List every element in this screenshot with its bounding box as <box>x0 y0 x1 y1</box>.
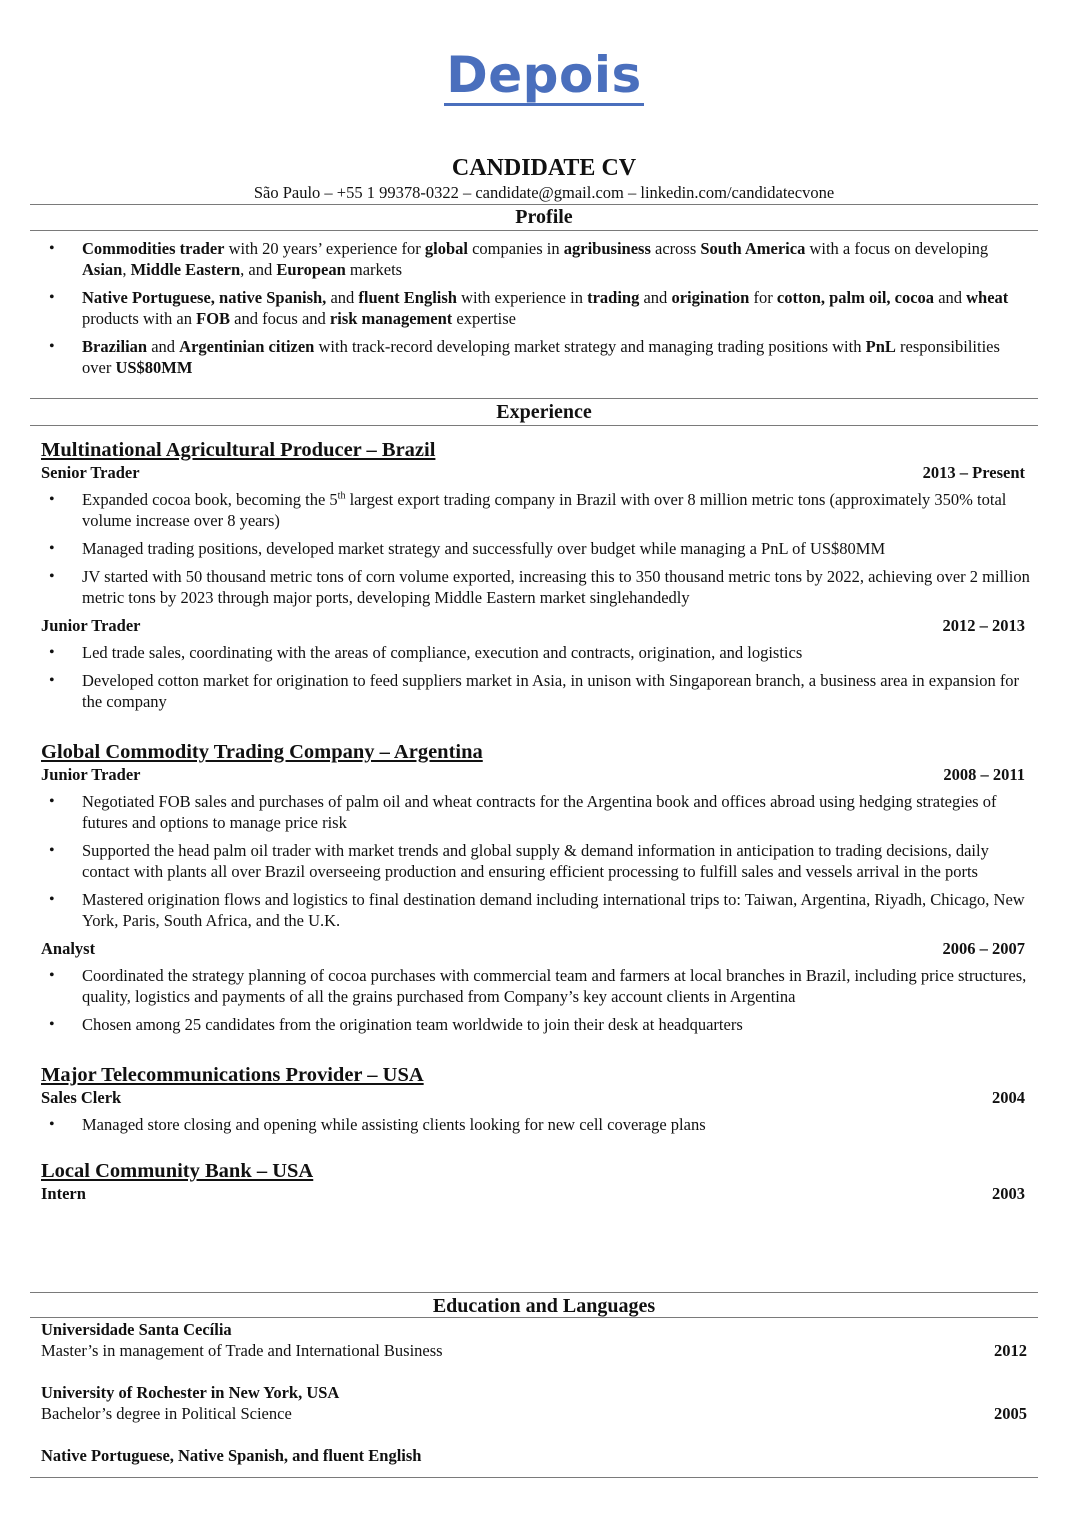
divider <box>30 425 1038 426</box>
divider <box>30 230 1038 231</box>
role-bullet-list <box>41 791 1031 931</box>
list-item <box>41 287 1031 329</box>
list-item <box>41 791 1031 833</box>
role-bullet-list <box>41 965 1031 1035</box>
bullet-icon: • <box>49 967 55 984</box>
role-dates: 2004 <box>992 1088 1025 1107</box>
bullet-text: largest export trading company in Brazil with over 8 million metric tons (approximately 350% total volume increase over 8 years) <box>82 490 1007 530</box>
bullet-text: Led trade sales, coordinating with the areas of compliance, execution and contracts, origination, and logistics <box>82 643 803 662</box>
bullet-icon: • <box>49 289 55 306</box>
bullet-text: , and <box>240 260 277 279</box>
bullet-text: Coordinated the strategy planning of cocoa purchases with commercial team and farmers at local branches in Brazil, including price structures, quality, logistics and payments of all the grains purchased from Company’s key account clients in Argentina <box>82 966 1027 1006</box>
bullet-icon: • <box>49 491 55 508</box>
emphasis-text: cotton, palm oil, cocoa <box>776 288 935 307</box>
role-title: Junior Trader <box>41 616 141 635</box>
role-header <box>41 764 1025 785</box>
list-item <box>41 889 1031 931</box>
candidate-name: CANDIDATE CV <box>451 155 637 181</box>
emphasis-text: global <box>424 239 468 258</box>
bullet-text: Managed trading positions, developed market strategy and successfully over budget while managing a PnL of US$80MM <box>82 539 886 558</box>
profile-section <box>41 238 1031 385</box>
bullet-text: th <box>337 490 346 502</box>
role-header <box>41 615 1025 636</box>
degree: Master’s in management of Trade and International Business <box>41 1341 443 1360</box>
role-bullet-list <box>41 642 1031 712</box>
bullet-text: and <box>147 337 180 356</box>
role-title: Senior Trader <box>41 463 140 482</box>
bullet-text: expertise <box>452 309 516 328</box>
company-name: Global Commodity Trading Company – Argentina <box>41 741 483 763</box>
bullet-text: Managed store closing and opening while assisting clients looking for new cell coverage plans <box>82 1115 706 1134</box>
company-block <box>41 438 1031 712</box>
emphasis-text: Argentinian citizen <box>179 337 315 356</box>
divider <box>30 398 1038 399</box>
emphasis-text: wheat <box>966 288 1009 307</box>
emphasis-text: Commodities trader <box>82 239 225 258</box>
bullet-text: Developed cotton market for origination to feed suppliers market in Asia, in unison with Singaporean branch, a business area in expansion for the company <box>82 671 1020 711</box>
role-bullet-list <box>41 1114 1031 1135</box>
bullet-text: companies in <box>467 239 564 258</box>
bullet-icon: • <box>49 644 55 661</box>
logo-wrapper <box>0 48 1088 106</box>
bullet-text: Chosen among 25 candidates from the origination team worldwide to join their desk at headquarters <box>82 1015 743 1034</box>
section-title-experience: Experience <box>496 401 592 423</box>
emphasis-text: fluent English <box>358 288 457 307</box>
company-name: Major Telecommunications Provider – USA <box>41 1064 424 1086</box>
bullet-text: and <box>326 288 359 307</box>
list-item <box>41 566 1031 608</box>
bullet-text: markets <box>345 260 403 279</box>
bullet-icon: • <box>49 842 55 859</box>
bullet-text: JV started with 50 thousand metric tons of corn volume exported, increasing this to 350 thousand metric tons by 2022, achieving over 2 million metric tons by 2023 through major ports, developing Middle Eastern market singlehandedly <box>82 567 1030 607</box>
experience-section <box>41 438 1031 1204</box>
list-item <box>41 642 1031 663</box>
role-header <box>41 1183 1025 1204</box>
list-item <box>41 840 1031 882</box>
role-dates: 2003 <box>992 1184 1025 1203</box>
graduation-year: 2005 <box>994 1404 1027 1423</box>
bullet-text: and <box>934 288 967 307</box>
education-entry <box>41 1382 1027 1424</box>
bullet-text: Expanded cocoa book, becoming the 5 <box>82 490 338 509</box>
degree: Bachelor’s degree in Political Science <box>41 1404 292 1423</box>
bullet-icon: • <box>49 891 55 908</box>
bullet-text: with experience in <box>456 288 588 307</box>
emphasis-text: Native Portuguese, native Spanish, <box>82 288 327 307</box>
company-block <box>41 740 1031 1035</box>
emphasis-text: origination <box>671 288 750 307</box>
bullet-icon: • <box>49 540 55 557</box>
section-title-education: Education and Languages <box>432 1295 656 1317</box>
bullet-icon: • <box>49 568 55 585</box>
bullet-text: Supported the head palm oil trader with market trends and global supply & demand information in anticipation to trading decisions, daily contact with plants all over Brazil overseeing production and ensuring efficient processing to fulfill sales and vessels arrival in the ports <box>82 841 989 881</box>
bullet-text: across <box>650 239 701 258</box>
role-title: Sales Clerk <box>41 1088 122 1107</box>
bullet-text: with track-record developing market strategy and managing trading positions with <box>314 337 866 356</box>
divider <box>30 1477 1038 1478</box>
divider <box>30 1317 1038 1318</box>
section-title-profile: Profile <box>515 206 573 228</box>
bullet-icon: • <box>49 240 55 257</box>
emphasis-text: trading <box>587 288 640 307</box>
role-title: Analyst <box>41 939 96 958</box>
list-item <box>41 489 1031 531</box>
role-title: Intern <box>41 1184 86 1203</box>
emphasis-text: Brazilian <box>82 337 148 356</box>
bullet-icon: • <box>49 1016 55 1033</box>
bullet-text: with a focus on developing <box>805 239 989 258</box>
list-item <box>41 336 1031 378</box>
emphasis-text: PnL <box>865 337 896 356</box>
emphasis-text: FOB <box>196 309 231 328</box>
role-dates: 2012 – 2013 <box>942 616 1025 635</box>
role-dates: 2006 – 2007 <box>942 939 1025 958</box>
list-item <box>41 538 1031 559</box>
emphasis-text: agribusiness <box>563 239 651 258</box>
emphasis-text: European <box>276 260 346 279</box>
role-dates: 2013 – Present <box>922 463 1025 482</box>
bullet-icon: • <box>49 338 55 355</box>
emphasis-text: risk management <box>329 309 453 328</box>
emphasis-text: US$80MM <box>115 358 193 377</box>
list-item <box>41 1114 1031 1135</box>
bullet-icon: • <box>49 672 55 689</box>
divider <box>30 1292 1038 1293</box>
languages: Native Portuguese, Native Spanish, and fluent English <box>41 1446 422 1465</box>
contact-line: São Paulo – +55 1 99378-0322 – candidate@gmail.com – linkedin.com/candidatecvone <box>253 183 835 202</box>
role-header <box>41 462 1025 483</box>
bullet-text: Negotiated FOB sales and purchases of palm oil and wheat contracts for the Argentina book and offices abroad using hedging strategies of futures and options to manage price risk <box>82 792 997 832</box>
emphasis-text: South America <box>700 239 806 258</box>
company-block <box>41 1159 1031 1204</box>
bullet-text: , <box>122 260 131 279</box>
company-block <box>41 1063 1031 1135</box>
list-item <box>41 238 1031 280</box>
bullet-text: and focus and <box>230 309 330 328</box>
profile-bullet-list <box>41 238 1031 378</box>
bullet-text: for <box>749 288 777 307</box>
list-item <box>41 1014 1031 1035</box>
education-section <box>41 1319 1031 1466</box>
bullet-icon: • <box>49 1116 55 1133</box>
bullet-text: products with an <box>82 309 197 328</box>
company-name: Local Community Bank – USA <box>41 1160 314 1182</box>
list-item <box>41 670 1031 712</box>
bullet-text: with 20 years’ experience for <box>224 239 425 258</box>
emphasis-text: Middle Eastern <box>130 260 241 279</box>
bullet-text: and <box>639 288 672 307</box>
graduation-year: 2012 <box>994 1341 1027 1360</box>
emphasis-text: Asian <box>82 260 123 279</box>
depois-logo: Depois <box>446 46 642 104</box>
role-bullet-list <box>41 489 1031 608</box>
role-header <box>41 938 1025 959</box>
role-header <box>41 1087 1025 1108</box>
list-item <box>41 965 1031 1007</box>
bullet-icon: • <box>49 793 55 810</box>
bullet-text: Mastered origination flows and logistics to final destination demand including international trips to: Taiwan, Argentina, Riyadh, Chicago, New York, Paris, South Africa, and the U.K. <box>82 890 1025 930</box>
school-name: University of Rochester in New York, USA <box>41 1383 340 1402</box>
role-dates: 2008 – 2011 <box>943 765 1025 784</box>
education-entry <box>41 1319 1027 1361</box>
company-name: Multinational Agricultural Producer – Brazil <box>41 439 436 461</box>
role-title: Junior Trader <box>41 765 141 784</box>
bullet-text: responsibilities over <box>82 337 1000 377</box>
school-name: Universidade Santa Cecília <box>41 1320 232 1339</box>
